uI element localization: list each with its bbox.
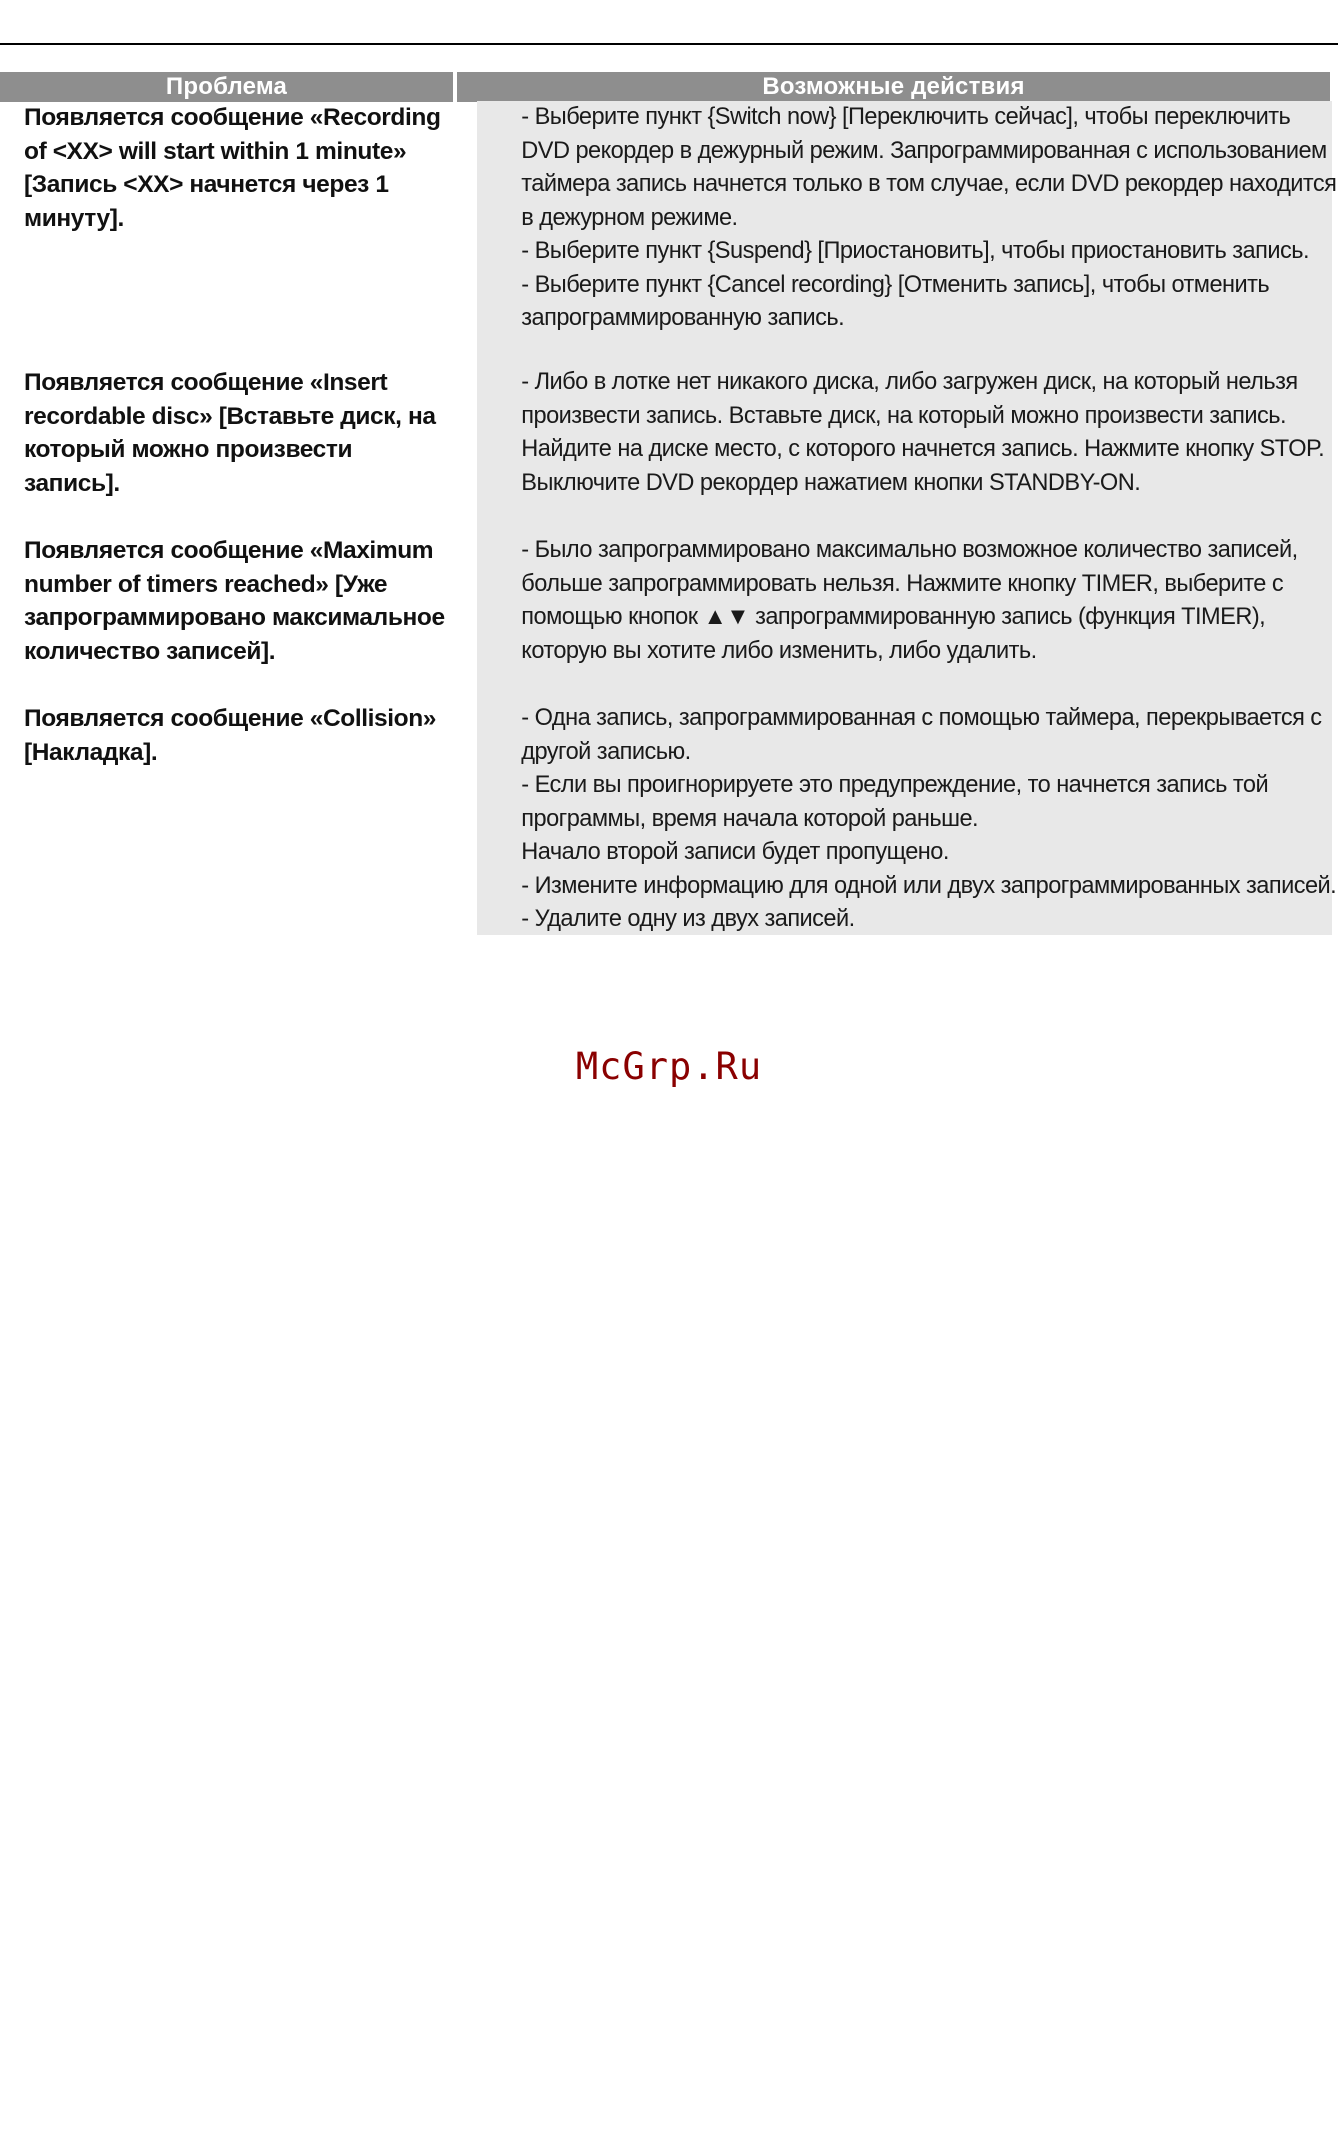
troubleshooting-table [0,72,1338,936]
problem-text: Появляется сообщение «Recording of <XX> will start within 1 minute» [Запись <XX> начнется через 1 минуту]. [24,104,441,232]
problem-text: Появляется сообщение «Collision» [Накладка]. [24,705,437,766]
header-problem: Проблема [0,72,453,102]
action-line: - Выберите пункт {Cancel recording} [Отменить запись], чтобы отменить запрограммированную запись. [521,271,1270,331]
problem-text: Появляется сообщение «Insert recordable disc» [Вставьте диск, на который можно произвести запись]. [24,369,436,497]
header-actions: Возможные действия [457,72,1330,102]
action-line: - Одна запись, запрограммированная с помощью таймера, перекрывается с другой записью. [521,705,1322,765]
actions-cell [498,702,1338,936]
table-row [0,101,1338,366]
table-row [0,366,1338,534]
table-body [0,101,1338,936]
watermark-text: McGrp.Ru [575,1045,763,1088]
table-header [0,72,1338,102]
action-line: - Было запрограммировано максимально возможное количество записей, больше запрограммировать нельзя. Нажмите кнопку TIMER, выберите с помощью кнопок ▲▼ запрограммированную запись (функция TIMER), которую вы хотите либо изменить, либо удалить. [521,537,1298,664]
action-line: - Удалите одну из двух записей. [521,906,855,932]
top-rule [0,43,1338,45]
action-line: - Выберите пункт {Switch now} [Переключить сейчас], чтобы переключить DVD рекордер в дежурный режим. Запрограммированная с использованием таймера запись начнется только в том случае, если DVD рекордер находится в дежурном режиме. [521,104,1337,231]
action-line: - Если вы проигнорируете это предупреждение, то начнется запись той программы, время начала которой раньше. [521,772,1269,832]
actions-cell [498,366,1338,534]
action-line: - Выберите пункт {Suspend} [Приостановить], чтобы приостановить запись. [521,238,1309,264]
action-line: - Либо в лотке нет никакого диска, либо загружен диск, на который нельзя произвести запись. Вставьте диск, на который можно произвести запись. Найдите на диске место, с которого начнется запись. Нажмите кнопку STOP. Выключите DVD рекордер нажатием кнопки STANDBY-ON. [521,369,1325,496]
problem-text: Появляется сообщение «Maximum number of timers reached» [Уже запрограммировано максимальное количество записей]. [24,537,445,665]
actions-cell [498,534,1338,702]
actions-cell [498,101,1338,366]
action-line: - Измените информацию для одной или двух запрограммированных записей. [521,872,1337,899]
table-row [0,534,1338,702]
action-line: Начало второй записи будет пропущено. [521,839,949,865]
table-row [0,702,1338,936]
